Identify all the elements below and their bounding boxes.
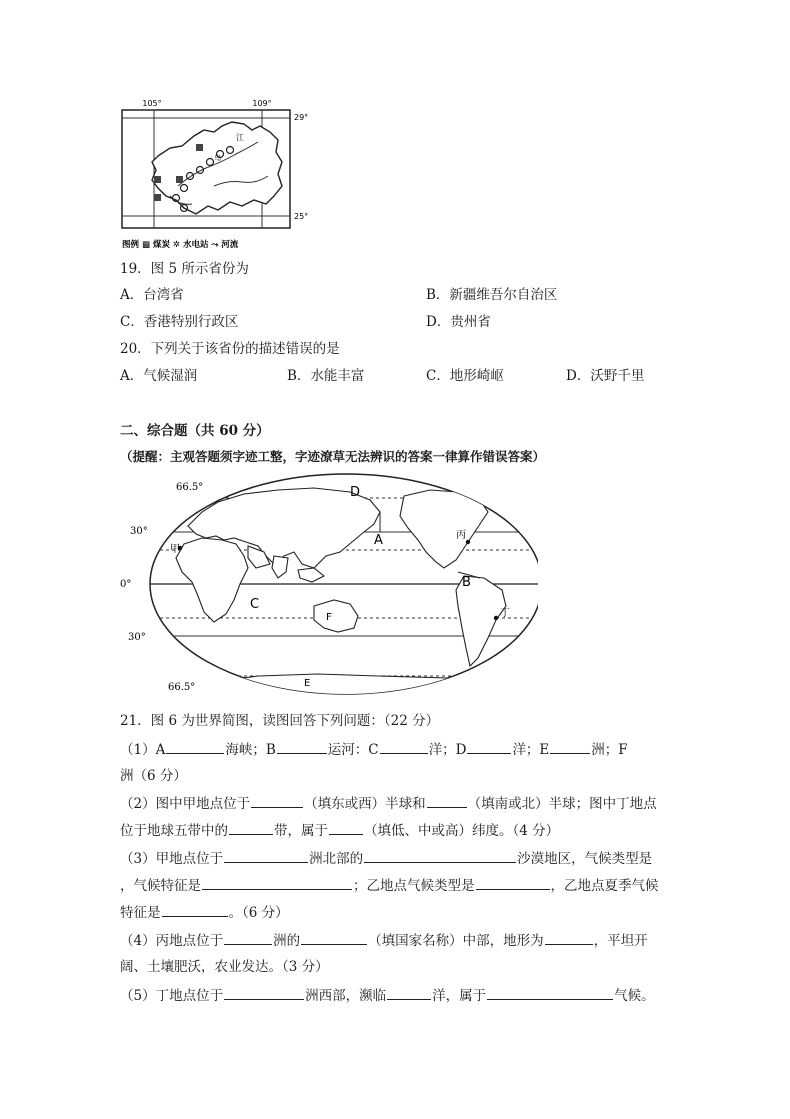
blank-summer-yi[interactable]	[162, 902, 228, 917]
q20-option-a[interactable]: A．气候湿润	[120, 368, 198, 384]
lat-bottom-label: 25°	[294, 212, 309, 221]
coal-icon	[154, 176, 161, 183]
coal-icon	[196, 144, 203, 151]
blank-climate-yi[interactable]	[476, 875, 550, 890]
q19-stem: 19．图 5 所示省份为	[120, 261, 249, 277]
q21-part2-line2: 位于地球五带中的 带，属于 （填低、中或高）纬度。（4 分）	[120, 820, 559, 841]
point-bing-marker	[466, 540, 470, 544]
q19-option-a[interactable]: A．台湾省	[120, 287, 184, 303]
q19-option-d[interactable]: D．贵州省	[426, 314, 491, 330]
q19-option-b[interactable]: B．新疆维吾尔自治区	[426, 287, 558, 303]
greenland-shape	[470, 480, 504, 500]
blank-hemisphere-ns[interactable]	[427, 793, 467, 808]
lat-30n-label: 30°	[130, 526, 148, 537]
province-outline	[152, 122, 282, 214]
blank-climate-ding[interactable]	[487, 985, 613, 1000]
lat-0-label: 0°	[120, 579, 132, 590]
label-bing: 丙	[456, 530, 466, 541]
blank-country[interactable]	[301, 930, 367, 945]
blank-d[interactable]	[467, 739, 511, 754]
lat-top-label: 29°	[294, 113, 309, 122]
lat-665s-label: 66.5°	[168, 682, 196, 693]
blank-desert[interactable]	[364, 848, 516, 863]
lat-30s-label: 30°	[128, 632, 146, 643]
coal-icon	[154, 194, 161, 201]
blank-continent-jia[interactable]	[224, 848, 308, 863]
q21-part3-line2: ，气候特征是 ；乙地点气候类型是 ，乙地点夏季气候	[120, 875, 659, 896]
blank-continent-ding[interactable]	[224, 985, 304, 1000]
river-label: 江	[236, 133, 244, 142]
label-d: D	[350, 485, 361, 500]
blank-terrain[interactable]	[545, 930, 593, 945]
blank-zone[interactable]	[229, 820, 273, 835]
q21-part4-line2: 阔、土壤肥沃，农业发达。（3 分）	[120, 959, 329, 975]
map-legend: 图例 ▩ 煤炭 ✲ 水电站 ⤳ 河流	[122, 240, 239, 250]
q21-part4-line1: （4）丙地点位于 洲的 （填国家名称）中部，地形为 ，平坦开	[120, 930, 648, 951]
q19-option-c[interactable]: C．香港特别行政区	[120, 314, 239, 330]
label-f: F	[326, 612, 332, 623]
section-reminder: （提醒：主观答题须字迹工整，字迹潦草无法辨识的答案一律算作错误答案）	[120, 449, 546, 464]
blank-climate-feature-jia[interactable]	[202, 875, 352, 890]
world-map	[118, 472, 538, 700]
river-label: 乌	[214, 154, 221, 162]
lat-665n-label: 66.5°	[176, 482, 204, 493]
q21-part3-line1: （3）甲地点位于 洲北部的 沙漠地区，气候类型是	[120, 848, 652, 869]
q21-part3-line3: 特征是 。（6 分）	[120, 902, 289, 923]
label-ding: 丁	[500, 608, 510, 619]
q21-part2-line1: （2）图中甲地点位于 （填东或西）半球和 （填南或北）半球；图中丁地点	[120, 793, 657, 814]
q20-option-c[interactable]: C．地形崎岖	[426, 368, 504, 384]
label-c: C	[250, 597, 260, 612]
province-map	[118, 96, 318, 252]
blank-b[interactable]	[277, 739, 327, 754]
section-title: 二、综合题（共 60 分）	[120, 423, 270, 439]
blank-a[interactable]	[166, 739, 224, 754]
blank-hemisphere-ew[interactable]	[251, 793, 303, 808]
q20-option-d[interactable]: D．沃野千里	[566, 368, 645, 384]
blank-ocean-ding[interactable]	[387, 985, 431, 1000]
coal-icon	[176, 176, 183, 183]
q21-part5-line1: （5）丁地点位于 洲西部，濒临 洋，属于 气候。	[120, 985, 655, 1006]
blank-latitude[interactable]	[329, 820, 363, 835]
q20-option-b[interactable]: B．水能丰富	[287, 368, 365, 384]
blank-e[interactable]	[550, 739, 590, 754]
label-b: B	[462, 575, 471, 590]
q21-part1-line2: 洲（6 分）	[120, 768, 187, 784]
blank-continent-bing[interactable]	[224, 930, 272, 945]
west-coast-shape	[152, 510, 180, 530]
lon-right-label: 109°	[252, 99, 272, 108]
lon-left-label: 105°	[142, 99, 162, 108]
blank-c[interactable]	[380, 739, 428, 754]
label-e: E	[304, 678, 311, 689]
label-a: A	[374, 533, 383, 548]
q21-part1-line1: （1）A 海峡；B 运河：C 洋；D 洋；E 洲；F	[120, 739, 628, 760]
point-ding-marker	[494, 616, 498, 620]
q21-stem: 21．图 6 为世界简图，读图回答下列问题：（22 分）	[120, 713, 440, 729]
q20-stem: 20．下列关于该省份的描述错误的是	[120, 341, 340, 357]
label-jia: 甲	[170, 544, 180, 555]
